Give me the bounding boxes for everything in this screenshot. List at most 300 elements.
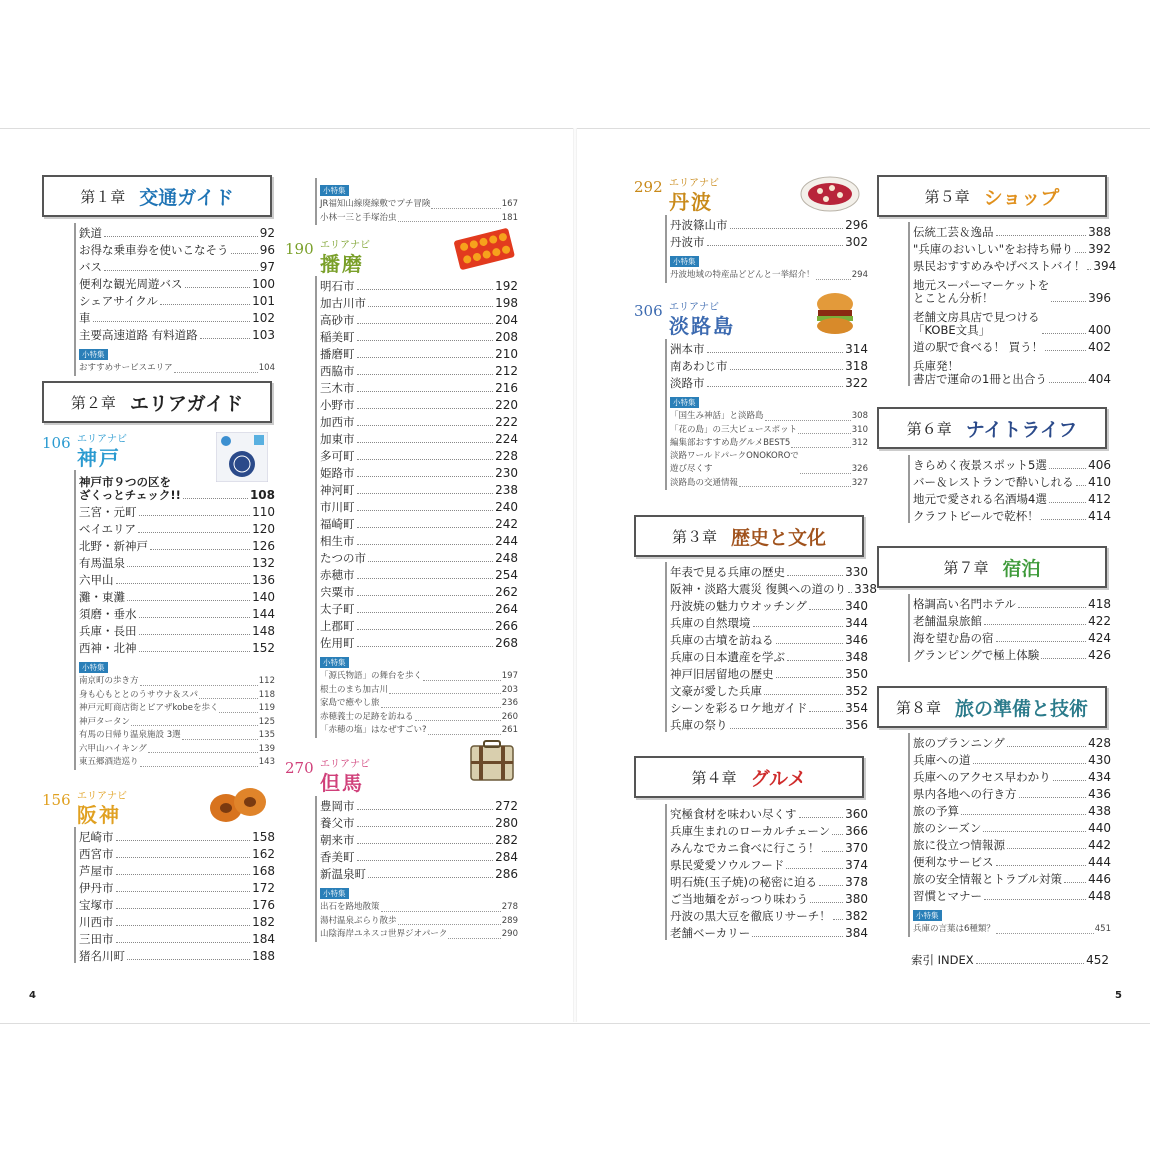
feature-entry[interactable]: [320, 915, 518, 929]
entry-page: 208: [495, 330, 518, 344]
feature-entry[interactable]: [79, 716, 275, 730]
leader-dots: [1049, 502, 1086, 503]
chapter-number: 第６章: [906, 419, 952, 438]
leader-dots: [357, 425, 494, 426]
toc-entry[interactable]: [320, 616, 518, 633]
entry-title: 宝塚市: [79, 898, 114, 912]
entry-title: 「国生み神話」と淡路島: [670, 411, 764, 421]
toc-entry[interactable]: [913, 628, 1111, 645]
leader-dots: [116, 583, 251, 584]
feature-entry[interactable]: [913, 923, 1111, 937]
feature-entry[interactable]: [79, 743, 275, 757]
entry-page: 244: [495, 534, 518, 548]
awaji-list: [665, 339, 868, 490]
entry-title: 姫路市: [320, 466, 355, 480]
toc-entry[interactable]: [670, 715, 868, 732]
tajima-illustration: [468, 740, 516, 784]
toc-entry[interactable]: [913, 733, 1111, 750]
entry-title: 赤穂義士の足跡を訪ねる: [320, 711, 414, 722]
leader-dots: [139, 515, 251, 516]
leader-dots: [1019, 797, 1087, 798]
toc-entry[interactable]: [913, 239, 1111, 256]
special-feature-badge: 小特集: [913, 910, 942, 921]
toc-entry[interactable]: [320, 531, 518, 548]
leader-dots: [160, 304, 250, 305]
toc-entry[interactable]: [79, 502, 275, 519]
leader-dots: [996, 865, 1087, 866]
entry-page: 438: [1088, 804, 1111, 818]
toc-entry[interactable]: [670, 339, 868, 356]
tanba-illustration: [800, 174, 860, 214]
leader-dots: [984, 899, 1086, 900]
toc-entry[interactable]: [670, 872, 868, 889]
toc-entry[interactable]: [79, 844, 275, 861]
entry-page: 238: [495, 483, 518, 497]
entry-title: 老舗文房具店で見つける 「KOBE文具」: [913, 310, 1040, 337]
toc-entry[interactable]: [79, 291, 275, 308]
area-page-number: 106: [42, 434, 71, 452]
entry-page: 280: [495, 816, 518, 830]
toc-entry[interactable]: [79, 638, 275, 655]
entry-title: 丹波の黒大豆を徹底リサーチ！: [670, 909, 831, 923]
entry-page: 176: [252, 898, 275, 912]
entry-page: 182: [252, 915, 275, 929]
leader-dots: [357, 860, 494, 861]
area-nav-hanshin: [42, 787, 222, 827]
leader-dots: [381, 911, 501, 912]
toc-entry[interactable]: [913, 869, 1111, 886]
toc-entry[interactable]: [79, 470, 275, 502]
entry-page: 396: [1088, 291, 1111, 305]
entry-page: 119: [258, 703, 275, 713]
entry-page: 410: [1088, 475, 1111, 489]
toc-entry[interactable]: [79, 536, 275, 553]
entry-page: 100: [252, 277, 275, 291]
toc-entry[interactable]: [670, 906, 868, 923]
leader-dots: [787, 575, 843, 576]
chapter-title: ナイトライフ: [965, 418, 1078, 441]
entry-title: 「赤穂の塩」はなぜすごい?: [320, 725, 427, 735]
toc-entry[interactable]: [670, 698, 868, 715]
feature-entry[interactable]: [79, 362, 275, 376]
toc-entry[interactable]: [670, 838, 868, 855]
chapter-6-heading: [877, 407, 1107, 449]
toc-entry[interactable]: [913, 354, 1111, 386]
chapter-number: 第５章: [924, 187, 970, 206]
feature-entry[interactable]: [320, 684, 518, 698]
entry-page: 282: [495, 833, 518, 847]
entry-title: 県民愛愛ソウルフード: [670, 858, 785, 872]
toc-entry[interactable]: [320, 395, 518, 412]
entry-title: クラフトビールで乾杯！: [913, 509, 1039, 523]
chapter-3-heading: [634, 515, 864, 557]
entry-page: 220: [495, 398, 518, 412]
toc-entry[interactable]: [320, 378, 518, 395]
entry-page: 230: [495, 466, 518, 480]
entry-page: 216: [495, 381, 518, 395]
entry-title: 佐用町: [320, 636, 355, 650]
entry-title: シーンを彩るロケ地ガイド: [670, 701, 808, 715]
toc-entry[interactable]: [79, 827, 275, 844]
leader-dots: [739, 486, 851, 487]
index-entry: [908, 950, 1109, 967]
leader-dots: [357, 289, 494, 290]
entry-title: 芦屋市: [79, 864, 114, 878]
toc-entry[interactable]: [913, 645, 1111, 662]
toc-entry[interactable]: [670, 855, 868, 872]
toc-entry[interactable]: [320, 830, 518, 847]
toc-entry[interactable]: [320, 310, 518, 327]
leader-dots: [799, 817, 844, 818]
toc-entry[interactable]: [913, 273, 1111, 305]
feature-entry[interactable]: [670, 424, 868, 438]
entry-page: 135: [258, 730, 275, 740]
entry-title: 洲本市: [670, 342, 705, 356]
leader-dots: [809, 711, 843, 712]
toc-entry[interactable]: [79, 604, 275, 621]
entry-page: 172: [252, 881, 275, 895]
feature-entry[interactable]: [320, 198, 518, 212]
entry-page: 212: [495, 364, 518, 378]
leader-dots: [183, 498, 248, 499]
entry-title: 明石焼(玉子焼)の秘密に迫る: [670, 875, 817, 889]
toc-entry[interactable]: [320, 344, 518, 361]
toc-entry[interactable]: [320, 847, 518, 864]
toc-entry[interactable]: [79, 325, 275, 342]
toc-entry[interactable]: [913, 818, 1111, 835]
entry-title: ご当地麺をがっつり味わう: [670, 892, 808, 906]
entry-page: 140: [252, 590, 275, 604]
leader-dots: [765, 420, 851, 421]
leader-dots: [138, 532, 250, 533]
feature-entry[interactable]: [320, 670, 518, 684]
toc-entry[interactable]: [670, 579, 878, 596]
leader-dots: [996, 641, 1087, 642]
entry-page: 344: [845, 616, 868, 630]
toc-entry[interactable]: [79, 621, 275, 638]
toc-entry[interactable]: [670, 804, 868, 821]
toc-entry[interactable]: [79, 274, 275, 291]
entry-title: 北野・新神戸: [79, 539, 148, 553]
entry-page: 340: [845, 599, 868, 613]
toc-entry[interactable]: [79, 587, 275, 604]
entry-page: 167: [501, 199, 518, 209]
feature-entry[interactable]: [320, 901, 518, 915]
entry-page: 426: [1088, 648, 1111, 662]
entry-title: 兵庫の祭り: [670, 718, 728, 732]
toc-entry[interactable]: [913, 594, 1111, 611]
entry-page: 104: [258, 363, 275, 373]
toc-entry[interactable]: [913, 506, 1111, 523]
toc-entry[interactable]: [913, 472, 1111, 489]
feature-entry[interactable]: [320, 711, 518, 725]
toc-entry[interactable]: [320, 633, 518, 650]
entry-page: 278: [501, 902, 518, 912]
entry-title: 兵庫の日本遺産を学ぶ: [670, 650, 785, 664]
toc-entry[interactable]: [913, 455, 1111, 472]
toc-entry[interactable]: [320, 429, 518, 446]
area-label: エリアナビ: [320, 240, 370, 251]
leader-dots: [832, 834, 843, 835]
entry-title: きらめく夜景スポット5選: [913, 458, 1047, 472]
feature-entry[interactable]: [320, 724, 518, 738]
leader-dots: [368, 877, 493, 878]
leader-dots: [791, 447, 850, 448]
entry-page: 286: [495, 867, 518, 881]
chapter-8-list: [908, 733, 1111, 937]
toc-entry[interactable]: [320, 412, 518, 429]
toc-entry[interactable]: [79, 240, 275, 257]
feature-entry[interactable]: [79, 756, 275, 770]
leader-dots: [415, 720, 501, 721]
toc-entry[interactable]: [670, 647, 868, 664]
entry-title: 阪神・淡路大震災 復興への道のり: [670, 582, 847, 596]
leader-dots: [357, 374, 494, 375]
entry-page: 330: [845, 565, 868, 579]
leader-dots: [357, 442, 494, 443]
toc-entry[interactable]: [320, 565, 518, 582]
entry-page: 296: [845, 218, 868, 232]
entry-page: 326: [851, 464, 868, 474]
entry-title: 県民おすすめみやげベストバイ！: [913, 259, 1086, 273]
harima-list: [315, 276, 518, 738]
entry-page: 289: [501, 915, 518, 926]
entry-title: 赤穂市: [320, 568, 355, 582]
toc-entry[interactable]: [320, 463, 518, 480]
toc-entry[interactable]: [320, 864, 518, 881]
toc-entry[interactable]: [79, 553, 275, 570]
entry-page: 374: [845, 858, 868, 872]
toc-entry[interactable]: [670, 630, 868, 647]
chapter-title: 歴史と文化: [731, 526, 827, 549]
toc-entry[interactable]: [79, 946, 275, 963]
entry-title: 海を望む島の宿: [913, 631, 994, 645]
toc-entry[interactable]: [320, 582, 518, 599]
entry-title: 兵庫の自然環境: [670, 616, 751, 630]
entry-page: 112: [258, 676, 275, 686]
toc-entry[interactable]: [670, 923, 868, 940]
leader-dots: [1042, 333, 1087, 334]
entry-page: 92: [259, 226, 275, 240]
toc-entry[interactable]: [670, 664, 868, 681]
entry-page: 444: [1088, 855, 1111, 869]
leader-dots: [357, 843, 494, 844]
entry-page: 356: [845, 718, 868, 732]
chapter-number: 第４章: [691, 768, 737, 787]
toc-entry[interactable]: [913, 611, 1111, 628]
toc-entry[interactable]: [670, 232, 868, 249]
feature-entry[interactable]: [320, 697, 518, 711]
entry-page: 204: [495, 313, 518, 327]
entry-title: 兵庫の古墳を訪ねる: [670, 633, 774, 647]
entry-page: 262: [495, 585, 518, 599]
entry-title: 市川町: [320, 500, 355, 514]
kobe-list: [74, 470, 275, 770]
entry-title: おすすめサービスエリア: [79, 363, 173, 373]
toc-entry[interactable]: [670, 373, 868, 390]
toc-entry[interactable]: [913, 256, 1117, 273]
entry-page: 168: [252, 864, 275, 878]
toc-entry[interactable]: [670, 562, 868, 579]
toc-entry[interactable]: [320, 796, 518, 813]
toc-entry[interactable]: [79, 895, 275, 912]
entry-title: 老舗温泉旅館: [913, 614, 982, 628]
toc-entry[interactable]: [79, 878, 275, 895]
entry-page: 434: [1088, 770, 1111, 784]
entry-page: 412: [1088, 492, 1111, 506]
feature-entry[interactable]: [79, 689, 275, 703]
toc-entry[interactable]: [320, 327, 518, 344]
chapter-1-heading: [42, 175, 272, 217]
leader-dots: [357, 646, 494, 647]
leader-dots: [357, 595, 494, 596]
leader-dots: [357, 578, 494, 579]
feature-entry[interactable]: [670, 269, 868, 283]
leader-dots: [357, 340, 494, 341]
toc-entry[interactable]: [913, 222, 1111, 239]
leader-dots: [116, 908, 251, 909]
entry-title: JR福知山線廃線敷でプチ冒険: [320, 199, 431, 209]
toc-entry[interactable]: [670, 215, 868, 232]
toc-entry[interactable]: [320, 293, 518, 310]
entry-page: 222: [495, 415, 518, 429]
entry-page: 424: [1088, 631, 1111, 645]
leader-dots: [1087, 269, 1091, 270]
feature-entry[interactable]: [670, 451, 868, 477]
entry-title: 六甲山: [79, 573, 114, 587]
entry-page: 192: [495, 279, 518, 293]
entry-title: 太子町: [320, 602, 355, 616]
toc-entry[interactable]: [79, 929, 275, 946]
entry-page: 354: [845, 701, 868, 715]
left-page-number: 4: [29, 990, 36, 1001]
entry-title: 伝統工芸＆逸品: [913, 225, 994, 239]
toc-entry[interactable]: [79, 519, 275, 536]
toc-entry[interactable]: [913, 784, 1111, 801]
toc-entry[interactable]: [913, 305, 1111, 337]
feature-entry[interactable]: [79, 702, 275, 716]
entry-title: 兵庫・長田: [79, 624, 137, 638]
leader-dots: [1045, 350, 1086, 351]
toc-entry[interactable]: [913, 750, 1111, 767]
entry-title: 有馬温泉: [79, 556, 125, 570]
area-label: エリアナビ: [77, 791, 127, 802]
feature-entry[interactable]: [670, 410, 868, 424]
leader-dots: [1075, 252, 1086, 253]
entry-page: 148: [252, 624, 275, 638]
entry-title: 根土のまち加古川: [320, 684, 389, 695]
chapter-3-list: [665, 562, 878, 732]
leader-dots: [1049, 382, 1086, 383]
leader-dots: [116, 925, 251, 926]
toc-entry[interactable]: [913, 852, 1111, 869]
toc-entry[interactable]: [670, 821, 868, 838]
entry-page: 248: [495, 551, 518, 565]
toc-entry[interactable]: [320, 446, 518, 463]
entry-title: 猪名川町: [79, 949, 125, 963]
leader-dots: [983, 831, 1086, 832]
entry-title: 南あわじ市: [670, 359, 728, 373]
leader-dots: [822, 851, 844, 852]
toc-entry[interactable]: [79, 861, 275, 878]
feature-entry[interactable]: [670, 477, 868, 491]
toc-entry[interactable]: [913, 886, 1111, 903]
entry-title: 家島で癒やし旅: [320, 698, 380, 708]
toc-entry[interactable]: [913, 767, 1111, 784]
feature-entry[interactable]: [670, 437, 868, 451]
leader-dots: [787, 660, 843, 661]
area-page-number: 270: [285, 759, 314, 777]
entry-page: 228: [495, 449, 518, 463]
leader-dots: [423, 680, 501, 681]
toc-entry[interactable]: [913, 835, 1111, 852]
toc-entry[interactable]: [320, 599, 518, 616]
feature-entry[interactable]: [320, 928, 518, 942]
toc-entry[interactable]: [79, 912, 275, 929]
toc-entry[interactable]: [670, 356, 868, 373]
toc-entry[interactable]: [670, 613, 868, 630]
entry-page: 97: [259, 260, 275, 274]
special-feature-badge: 小特集: [79, 349, 108, 360]
entry-title: 香美町: [320, 850, 355, 864]
toc-entry[interactable]: [79, 257, 275, 274]
toc-entry[interactable]: [320, 276, 518, 293]
entry-title: 丹波篠山市: [670, 218, 728, 232]
entry-page: 350: [845, 667, 868, 681]
leader-dots: [357, 323, 494, 324]
chapter-7-heading: [877, 546, 1107, 588]
toc-entry[interactable]: [79, 570, 275, 587]
leader-dots: [127, 959, 250, 960]
feature-entry[interactable]: [79, 729, 275, 743]
toc-entry[interactable]: [320, 361, 518, 378]
toc-entry[interactable]: [670, 681, 868, 698]
entry-title: 三田市: [79, 932, 114, 946]
toc-entry[interactable]: [913, 489, 1111, 506]
entry-title: 西宮市: [79, 847, 114, 861]
toc-entry[interactable]: [670, 889, 868, 906]
toc-entry[interactable]: [79, 223, 275, 240]
chapter-number: 第７章: [943, 558, 989, 577]
toc-entry[interactable]: [320, 497, 518, 514]
toc-entry[interactable]: [320, 548, 518, 565]
toc-entry[interactable]: [79, 308, 275, 325]
leader-dots: [764, 694, 843, 695]
toc-entry[interactable]: [320, 480, 518, 497]
leader-dots: [798, 433, 851, 434]
entry-title: 旅に役立つ情報源: [913, 838, 1005, 852]
entry-page: 266: [495, 619, 518, 633]
toc-entry[interactable]: [320, 813, 518, 830]
entry-title: 「花の島」の三大ビュースポット: [670, 424, 798, 435]
toc-entry[interactable]: [911, 950, 1109, 967]
leader-dots: [833, 919, 843, 920]
toc-entry[interactable]: [913, 801, 1111, 818]
leader-dots: [1049, 468, 1086, 469]
entry-title: 旅の安全情報とトラブル対策: [913, 872, 1063, 886]
entry-page: 188: [252, 949, 275, 963]
toc-entry[interactable]: [320, 514, 518, 531]
toc-entry[interactable]: [913, 337, 1111, 354]
toc-entry[interactable]: [670, 596, 868, 613]
area-label: エリアナビ: [669, 302, 719, 313]
special-feature-badge: 小特集: [320, 888, 349, 899]
leader-dots: [174, 372, 258, 373]
chapter-title: ショップ: [983, 186, 1060, 209]
entry-page: 430: [1088, 753, 1111, 767]
entry-page: 422: [1088, 614, 1111, 628]
feature-entry[interactable]: [79, 675, 275, 689]
